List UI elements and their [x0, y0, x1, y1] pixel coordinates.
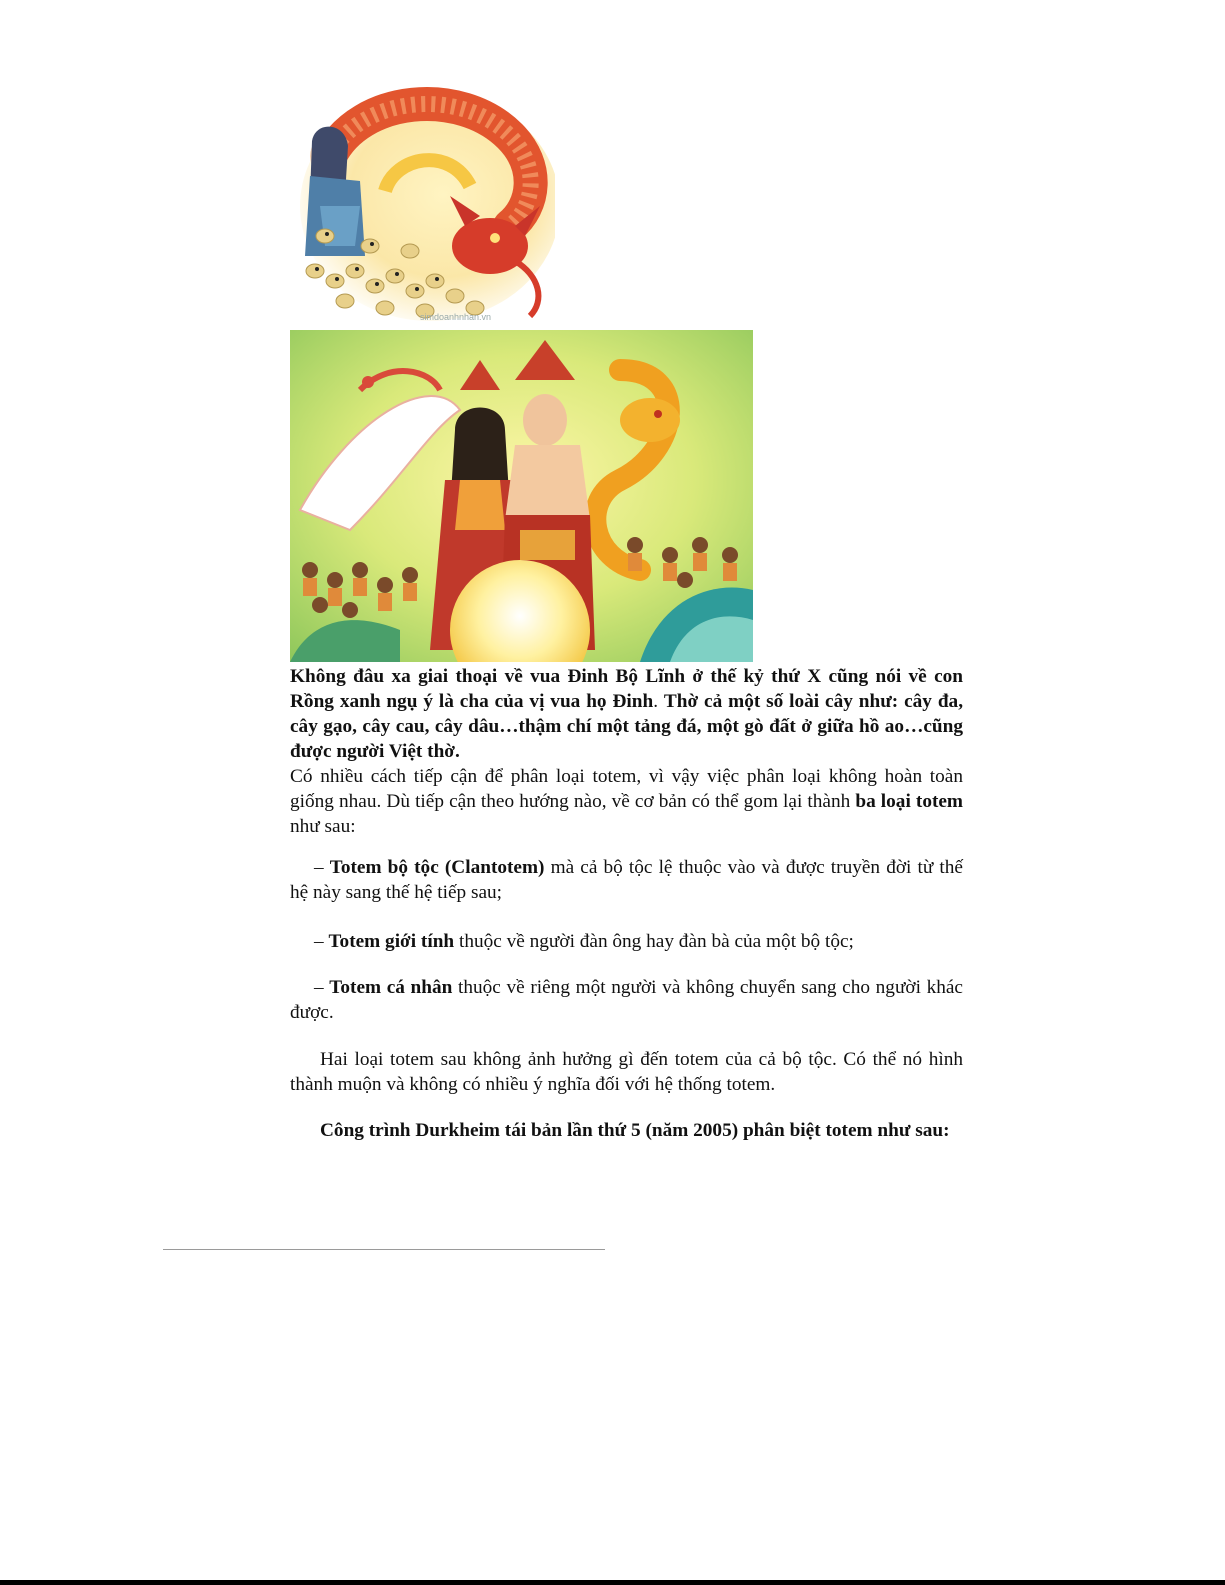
durkheim-text: Công trình Durkheim tái bản lần thứ 5 (năm 2005) phân biệt totem như sau: [320, 1120, 950, 1141]
watermark-text: simdoanhnhan.vn [420, 312, 492, 322]
clan-term: Totem bộ tộc (Clantotem) [329, 857, 545, 878]
approach-text: Có nhiều cách tiếp cận để phân loại totem, vì vậy việc phân loại không hoàn toàn giống nhau. Dù tiếp cận theo hướng nào, về cơ bản có thể gom lại thành [290, 766, 963, 812]
clan-dash: – [314, 857, 330, 878]
intro-bold-a: Không đâu xa giai thoại về vua Đinh Bộ Lĩnh ở thế kỷ thứ X cũng nói về con Rồng xanh ngụ ý là cha của vị vua họ Đinh [290, 666, 963, 712]
intro-sep: . [653, 691, 664, 712]
durkheim-paragraph [290, 1118, 963, 1143]
personal-text: thuộc về riêng một người và không chuyển sang cho người khác được. [290, 977, 963, 1023]
intro-paragraph [290, 664, 963, 764]
clan-text: mà cả bộ tộc lệ thuộc vào và được truyền đời từ thế hệ này sang thế hệ tiếp sau; [290, 857, 963, 903]
footnote-separator [163, 1249, 605, 1250]
personal-totem-item [290, 975, 963, 1025]
gender-dash: – [314, 931, 329, 952]
dragon-mother-illustration [290, 86, 555, 330]
approach-bold: ba loại totem [855, 791, 963, 812]
page-bottom-edge [0, 1580, 1225, 1585]
later-text: Hai loại totem sau không ảnh hưởng gì đến totem của cả bộ tộc. Có thể nó hình thành muộn và không có nhiều ý nghĩa đối với hệ thống totem. [290, 1049, 963, 1095]
personal-dash: – [314, 977, 330, 998]
gender-term: Totem giới tính [328, 931, 455, 952]
gender-totem-item [290, 929, 963, 954]
lac-long-quan-au-co-illustration [290, 330, 753, 662]
intro-bold-b: Thờ cả một số loài cây như: cây đa, cây gạo, cây cau, cây dâu…thậm chí một tảng đá, một gò đất ở giữa hồ ao…cũng được người Việt thờ. [290, 691, 964, 762]
dragon-mother-image [290, 86, 555, 330]
approach-tail: như sau: [290, 816, 356, 837]
approach-paragraph [290, 764, 963, 839]
later-totems-paragraph [290, 1047, 963, 1097]
gender-text: thuộc về người đàn ông hay đàn bà của một bộ tộc; [454, 931, 854, 952]
personal-term: Totem cá nhân [329, 977, 453, 998]
clan-totem-item [290, 855, 963, 905]
lac-long-quan-au-co-image [290, 330, 753, 662]
